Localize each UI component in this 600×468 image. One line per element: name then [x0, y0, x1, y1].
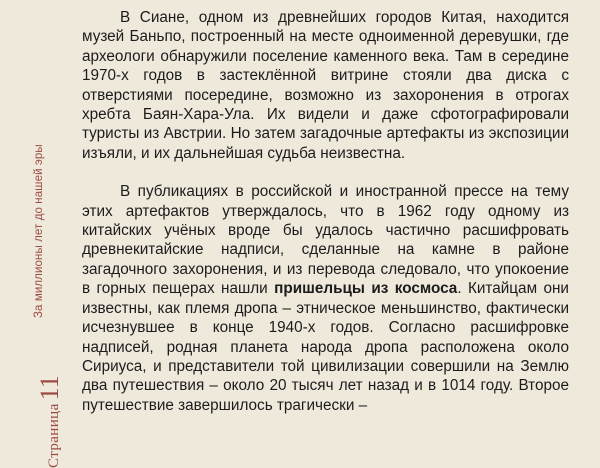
page-word: Страница	[46, 403, 62, 468]
page-margin	[5, 70, 64, 468]
paragraph-2	[82, 182, 569, 415]
paragraph-2-text-end: . Китайцам они известны, как племя дропа – этническое меньшинство, фактически исчезнувшее в конце 1940-х годов. Согласно расшифровке надписей, родная планета народа дропа расположена около Сириуса, и представители той цивилизации совершили на Землю два путешествия – около 20 тысяч лет назад и в 1014 году. Второе путешествие завершилось трагически –	[82, 280, 569, 414]
article-body	[82, 8, 569, 415]
paragraph-2-text-start: В публикациях в российской и иностранной прессе на тему этих артефактов утверждалось, что в 1962 году одному из китайских учёных вроде бы удалось частично расшифровать древнекитайские надписи, сделанные на камне в районе загадочного захоронения, и из перевода следовало, что упокоение в горных пещерах нашли	[82, 183, 569, 298]
emphasis-aliens: пришельцы из космоса	[274, 280, 458, 298]
page-number: 11	[35, 375, 64, 401]
paragraph-1: В Сиане, одном из древнейших городов Китая, находится музей Баньпо, построенный на месте одноименной деревушки, где археологи обнаружили поселение каменного века. Там в середине 1970-х годов в застеклённой витрине стояли два диска с отверстиями посередине, возможно из захоронения в отрогах хребта Баян-Хара-Ула. Их видели и даже сфотографировали туристы из Австрии. Но затем загадочные артефакты из экспозиции изъяли, и их дальнейшая судьба неизвестна.	[82, 9, 569, 162]
running-title: За миллионы лет до нашей эры	[33, 144, 45, 318]
